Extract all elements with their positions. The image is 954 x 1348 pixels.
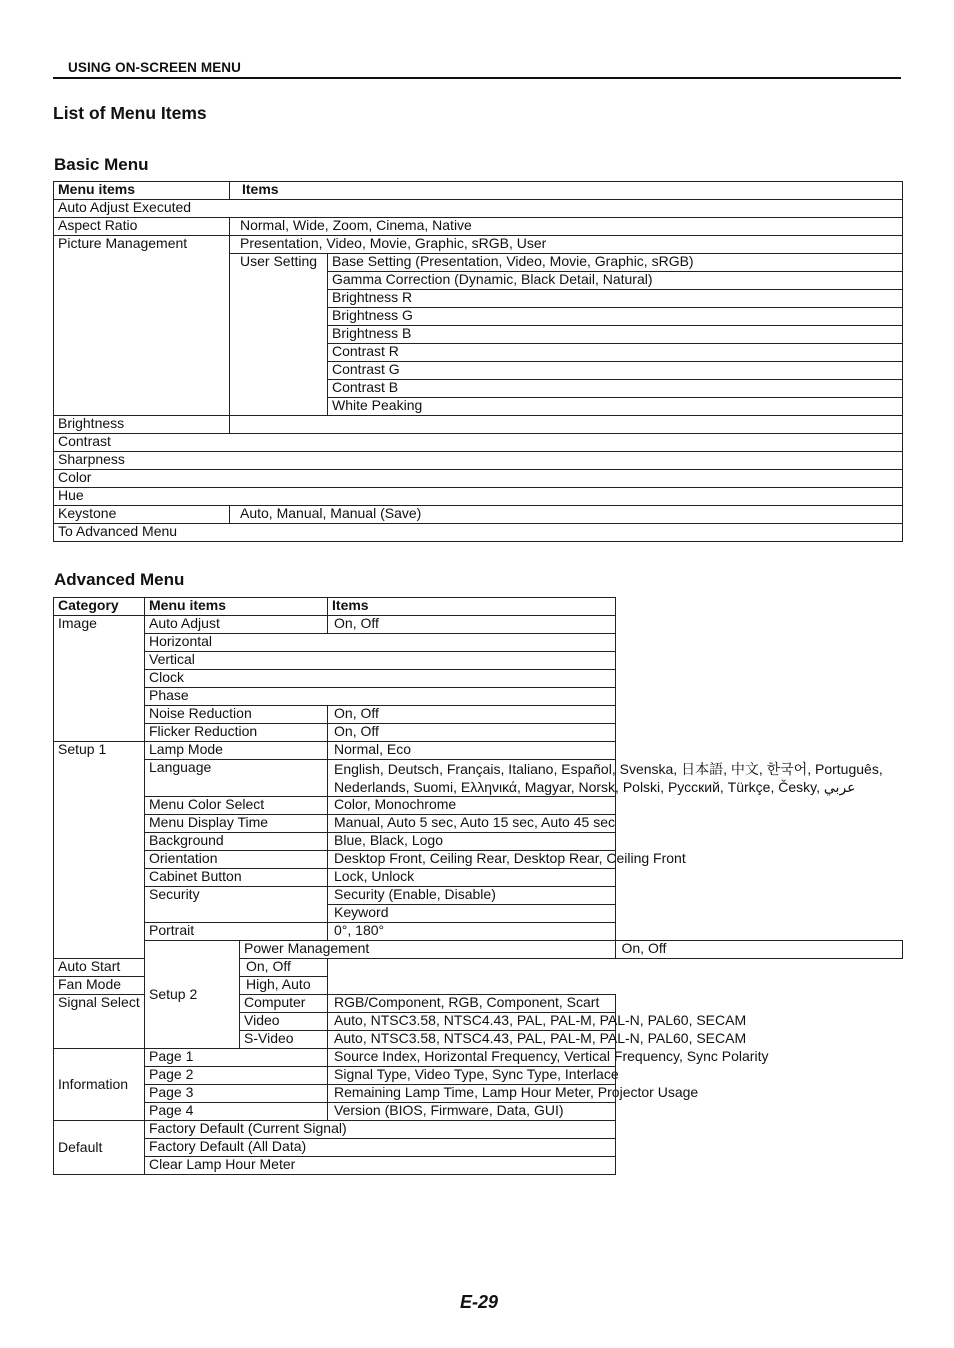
menu-item-color: Color: [54, 470, 903, 488]
power-management-options: On, Off: [615, 941, 903, 959]
category-setup-2: Setup 2: [145, 941, 240, 1049]
table-row: [54, 634, 903, 652]
column-header-menu-items: Menu items: [145, 598, 328, 616]
menu-item-hue: Hue: [54, 488, 903, 506]
category-setup-1: Setup 1: [54, 742, 145, 959]
user-setting-option: Brightness R: [328, 290, 903, 308]
table-row: [54, 670, 903, 688]
table-row: [54, 200, 903, 218]
signal-svideo-options: Auto, NTSC3.58, NTSC4.43, PAL, PAL-M, PAL-N, PAL60, SECAM: [328, 1031, 615, 1049]
column-header-menu-items: Menu items: [54, 182, 230, 200]
menu-item-factory-default-all: Factory Default (All Data): [145, 1139, 616, 1157]
page-2-contents: Signal Type, Video Type, Sync Type, Interlace: [328, 1067, 615, 1085]
background-options: Blue, Black, Logo: [328, 833, 615, 851]
table-row: [54, 1139, 903, 1157]
menu-item-sharpness: Sharpness: [54, 452, 903, 470]
menu-item-phase: Phase: [145, 688, 616, 706]
table-row: [54, 1157, 903, 1175]
table-row: [54, 524, 903, 542]
menu-item-horizontal: Horizontal: [145, 634, 616, 652]
table-row: [54, 688, 903, 706]
signal-computer-options: RGB/Component, RGB, Component, Scart: [328, 995, 615, 1013]
table-row: [54, 416, 903, 434]
user-setting-option: Contrast G: [328, 362, 903, 380]
user-setting-option: Base Setting (Presentation, Video, Movie, Graphic, sRGB): [328, 254, 903, 272]
category-default: Default: [54, 1121, 145, 1175]
table-row: [54, 724, 903, 742]
table-row: [54, 815, 903, 833]
section-header: USING ON-SCREEN MENU: [68, 60, 242, 75]
page-3-contents: Remaining Lamp Time, Lamp Hour Meter, Projector Usage: [328, 1085, 615, 1103]
orientation-options: Desktop Front, Ceiling Rear, Desktop Rear, Ceiling Front: [328, 851, 615, 869]
menu-item-keystone: Keystone: [54, 506, 230, 524]
menu-item-background: Background: [145, 833, 328, 851]
menu-item-page-3: Page 3: [145, 1085, 328, 1103]
user-setting-option: Contrast R: [328, 344, 903, 362]
language-options: [328, 760, 883, 797]
fan-mode-options: High, Auto: [240, 977, 328, 995]
menu-item-clear-lamp-hour-meter: Clear Lamp Hour Meter: [145, 1157, 616, 1175]
menu-item-aspect-ratio: Aspect Ratio: [54, 218, 230, 236]
user-setting-option: Brightness B: [328, 326, 903, 344]
empty-cell: [230, 416, 903, 434]
menu-item-page-1: Page 1: [145, 1049, 328, 1067]
menu-item-picture-management: Picture Management: [54, 236, 230, 416]
noise-reduction-options: On, Off: [328, 706, 615, 724]
page-4-contents: Version (BIOS, Firmware, Data, GUI): [328, 1103, 615, 1121]
table-header-row: [54, 182, 903, 200]
menu-item-security: Security: [145, 887, 328, 923]
column-header-items: Items: [230, 182, 903, 200]
user-setting-option: Gamma Correction (Dynamic, Black Detail, Natural): [328, 272, 903, 290]
user-setting-option: White Peaking: [328, 398, 903, 416]
column-header-category: Category: [54, 598, 145, 616]
security-keyword: Keyword: [328, 905, 615, 923]
table-row: [54, 742, 903, 760]
table-row: [54, 923, 903, 941]
table-row: [54, 434, 903, 452]
signal-svideo-label: S-Video: [240, 1031, 328, 1049]
signal-video-label: Video: [240, 1013, 328, 1031]
page-number: E-29: [460, 1292, 499, 1312]
table-row: [54, 488, 903, 506]
picture-management-options: Presentation, Video, Movie, Graphic, sRGB, User: [230, 236, 903, 254]
user-setting-option: Contrast B: [328, 380, 903, 398]
table-row: [54, 452, 903, 470]
menu-item-contrast: Contrast: [54, 434, 903, 452]
menu-item-power-management: Power Management: [240, 941, 616, 959]
table-row: [54, 706, 903, 724]
table-row: [54, 1103, 903, 1121]
menu-item-language: Language: [145, 760, 328, 797]
auto-start-options: On, Off: [240, 959, 328, 977]
menu-item-to-advanced-menu: To Advanced Menu: [54, 524, 903, 542]
menu-item-auto-start: Auto Start: [54, 959, 240, 977]
language-options-line-1: English, Deutsch, Français, Italiano, Español, Svenska, 日本語, 中文, 한국어, Português,: [334, 761, 883, 777]
category-image: Image: [54, 616, 145, 742]
page-title: List of Menu Items: [53, 103, 207, 123]
table-row: [54, 470, 903, 488]
menu-display-time-options: Manual, Auto 5 sec, Auto 15 sec, Auto 45 sec: [328, 815, 615, 833]
auto-adjust-options: On, Off: [328, 616, 615, 634]
menu-item-lamp-mode: Lamp Mode: [145, 742, 328, 760]
security-options: Security (Enable, Disable): [328, 887, 615, 905]
advanced-menu-table: [53, 597, 903, 1175]
keystone-options: Auto, Manual, Manual (Save): [230, 506, 903, 524]
table-row: [54, 1049, 903, 1067]
flicker-reduction-options: On, Off: [328, 724, 615, 742]
cabinet-button-options: Lock, Unlock: [328, 869, 615, 887]
table-row: [54, 236, 903, 254]
header-divider: [53, 77, 901, 79]
table-row: [54, 1067, 903, 1085]
menu-item-auto-adjust-executed: Auto Adjust Executed: [54, 200, 903, 218]
signal-computer-label: Computer: [240, 995, 328, 1013]
menu-item-cabinet-button: Cabinet Button: [145, 869, 328, 887]
menu-item-orientation: Orientation: [145, 851, 328, 869]
menu-item-page-4: Page 4: [145, 1103, 328, 1121]
table-row: [54, 652, 903, 670]
table-row: [54, 506, 903, 524]
table-row: [54, 1121, 903, 1139]
table-row: [54, 941, 903, 959]
user-setting-label: User Setting: [230, 254, 328, 416]
table-header-row: [54, 598, 903, 616]
menu-item-clock: Clock: [145, 670, 616, 688]
menu-item-factory-default-current: Factory Default (Current Signal): [145, 1121, 616, 1139]
table-row: [54, 869, 903, 887]
menu-item-flicker-reduction: Flicker Reduction: [145, 724, 328, 742]
language-options-line-2: Nederlands, Suomi, Ελληνικά, Magyar, Norsk, Polski, Русский, Türkçe, Česky, عربي: [334, 779, 856, 795]
aspect-ratio-options: Normal, Wide, Zoom, Cinema, Native: [230, 218, 903, 236]
menu-item-noise-reduction: Noise Reduction: [145, 706, 328, 724]
menu-item-brightness: Brightness: [54, 416, 230, 434]
basic-menu-table: [53, 181, 903, 542]
menu-item-signal-select: Signal Select: [54, 995, 145, 1049]
menu-color-select-options: Color, Monochrome: [328, 797, 615, 815]
signal-video-options: Auto, NTSC3.58, NTSC4.43, PAL, PAL-M, PAL-N, PAL60, SECAM: [328, 1013, 615, 1031]
menu-item-menu-display-time: Menu Display Time: [145, 815, 328, 833]
table-row: [54, 760, 903, 797]
menu-item-auto-adjust: Auto Adjust: [145, 616, 328, 634]
lamp-mode-options: Normal, Eco: [328, 742, 615, 760]
menu-item-fan-mode: Fan Mode: [54, 977, 240, 995]
table-row: [54, 959, 903, 977]
table-row: [54, 1085, 903, 1103]
table-row: [54, 851, 903, 869]
advanced-menu-heading: Advanced Menu: [54, 570, 185, 589]
menu-item-vertical: Vertical: [145, 652, 616, 670]
table-row: [54, 218, 903, 236]
category-information: Information: [54, 1049, 145, 1121]
user-setting-option: Brightness G: [328, 308, 903, 326]
column-header-items: Items: [328, 598, 615, 616]
menu-item-page-2: Page 2: [145, 1067, 328, 1085]
table-row: [54, 887, 903, 905]
menu-item-portrait: Portrait: [145, 923, 328, 941]
portrait-options: 0°, 180°: [328, 923, 615, 941]
page-1-contents: Source Index, Horizontal Frequency, Vertical Frequency, Sync Polarity: [328, 1049, 615, 1067]
basic-menu-heading: Basic Menu: [54, 155, 149, 174]
table-row: [54, 833, 903, 851]
table-row: [54, 616, 903, 634]
menu-item-menu-color-select: Menu Color Select: [145, 797, 328, 815]
table-row: [54, 797, 903, 815]
